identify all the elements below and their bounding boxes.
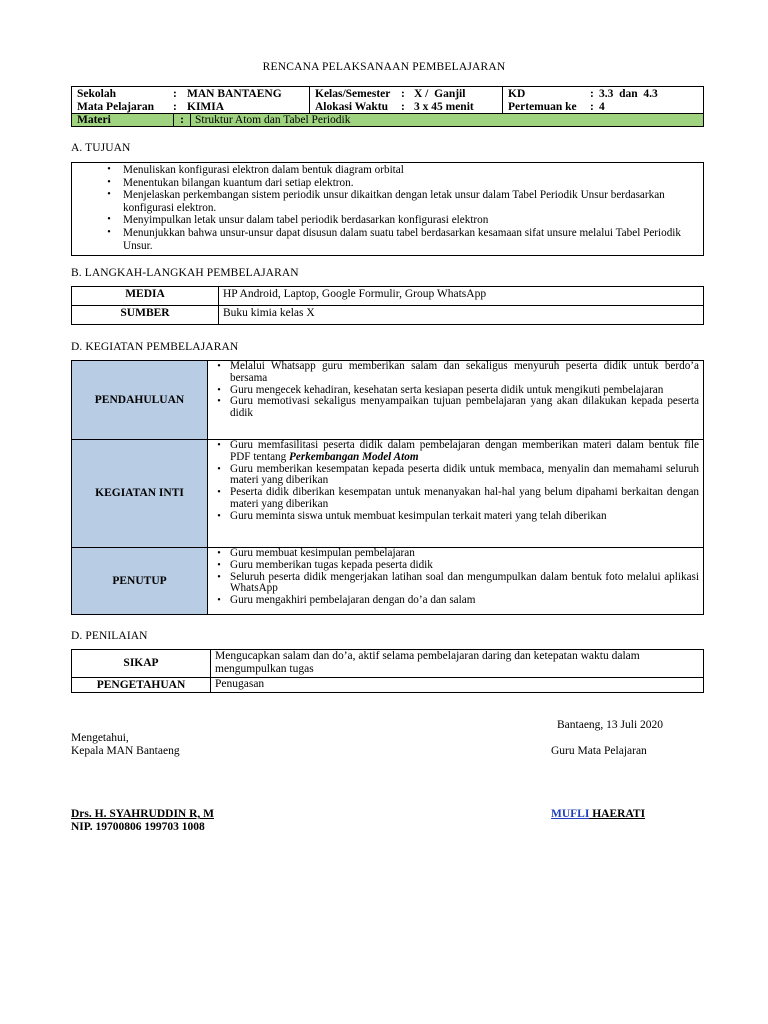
media-row bbox=[72, 287, 704, 306]
signature-right-name bbox=[551, 808, 645, 821]
kd-colon: : bbox=[590, 88, 594, 100]
signature-left-line1: Mengetahui, bbox=[71, 732, 129, 744]
inti-first-text: Guru memfasilitasi peserta didik dalam pembelajaran dengan memberikan materi dalam bentuk file PDF tentang bbox=[230, 439, 699, 463]
signature-left-line2: Kepala MAN Bantaeng bbox=[71, 745, 180, 757]
signature-left-nip: NIP. 19700806 199703 1008 bbox=[71, 821, 205, 833]
signature-right-name-link[interactable]: MUFLI bbox=[551, 808, 590, 820]
list-item: • Seluruh peserta didik mengerjakan latihan soal dan mengumpulkan dalam bentuk foto melalui aplikasi WhatsApp bbox=[214, 572, 699, 596]
pendahuluan-list bbox=[214, 361, 699, 420]
inti-row bbox=[72, 440, 704, 548]
kegiatan-heading: D. KEGIATAN PEMBELAJARAN bbox=[71, 341, 239, 353]
pengetahuan-label: PENGETAHUAN bbox=[72, 678, 211, 693]
list-item: • Menjelaskan perkembangan sistem periodik unsur dikaitkan dengan letak unsur dalam Tabel Periodik Unsur berdasarkan konfigurasi elektron. bbox=[102, 189, 703, 214]
sikap-value: Mengucapkan salam dan do’a, aktif selama pembelajaran daring dan ketepatan waktu dalam mengumpulkan tugas bbox=[211, 650, 704, 678]
pengetahuan-value: Penugasan bbox=[211, 678, 704, 693]
list-item: • Peserta didik diberikan kesempatan untuk menanyakan hal-hal yang belum dipahami berkaitan dengan materi yang diberikan bbox=[214, 487, 699, 511]
mapel-label: Mata Pelajaran bbox=[77, 101, 154, 113]
inti-label: KEGIATAN INTI bbox=[72, 440, 208, 548]
list-item: • Menunjukkan bahwa unsur-unsur dapat disusun dalam suatu tabel berdasarkan kesamaan sifat unsure melalui Tabel Periodik Unsur. bbox=[102, 227, 703, 252]
signature-right-name-rest: HAERATI bbox=[589, 808, 646, 820]
mapel-value: KIMIA bbox=[187, 101, 225, 113]
materi-row bbox=[71, 113, 704, 127]
inti-content bbox=[208, 440, 704, 548]
penilaian-heading: D. PENILAIAN bbox=[71, 630, 148, 642]
list-item: • Guru memberikan tugas kepada peserta didik bbox=[214, 560, 699, 572]
sumber-value: Buku kimia kelas X bbox=[219, 306, 704, 325]
pendahuluan-label: PENDAHULUAN bbox=[72, 361, 208, 440]
langkah-heading: B. LANGKAH-LANGKAH PEMBELAJARAN bbox=[71, 267, 299, 279]
media-value: HP Android, Laptop, Google Formulir, Group WhatsApp bbox=[219, 287, 704, 306]
sikap-label: SIKAP bbox=[72, 650, 211, 678]
kelas-label: Kelas/Semester bbox=[315, 88, 391, 100]
list-item: • Guru memotivasi sekaligus menyampaikan tujuan pembelajaran yang akan dilakukan kepada peserta didik bbox=[214, 396, 699, 420]
mapel-colon: : bbox=[173, 101, 177, 113]
materi-value: Struktur Atom dan Tabel Periodik bbox=[195, 114, 351, 126]
sumber-label: SUMBER bbox=[72, 306, 219, 325]
media-label: MEDIA bbox=[72, 287, 219, 306]
list-item: • Menentukan bilangan kuantum dari setiap elektron. bbox=[102, 177, 703, 190]
list-item: • Guru mengakhiri pembelajaran dengan do’a dan salam bbox=[214, 595, 699, 607]
identity-cell-school bbox=[72, 87, 310, 115]
tujuan-list bbox=[72, 163, 703, 252]
list-item bbox=[214, 440, 699, 464]
inti-first-emph: Perkembangan Model Atom bbox=[289, 450, 419, 463]
list-item: • Menuliskan konfigurasi elektron dalam bentuk diagram orbital bbox=[102, 164, 703, 177]
pertemuan-label: Pertemuan ke bbox=[508, 101, 577, 113]
penutup-content bbox=[208, 548, 704, 615]
sikap-row bbox=[72, 650, 704, 678]
pendahuluan-content bbox=[208, 361, 704, 440]
list-item: • Melalui Whatsapp guru memberikan salam dan sekaligus menyuruh peserta didik untuk berdo’a bersama bbox=[214, 361, 699, 385]
sekolah-colon: : bbox=[173, 88, 177, 100]
sekolah-label: Sekolah bbox=[77, 88, 116, 100]
penutup-list bbox=[214, 548, 699, 607]
kd-value: 3.3 dan 4.3 bbox=[599, 88, 658, 100]
list-item: • Guru meminta siswa untuk membuat kesimpulan terkait materi yang telah diberikan bbox=[214, 511, 699, 523]
media-table bbox=[71, 286, 704, 325]
alokasi-label: Alokasi Waktu bbox=[315, 101, 388, 113]
sumber-row bbox=[72, 306, 704, 325]
signature-left-name: Drs. H. SYAHRUDDIN R, M bbox=[71, 808, 215, 820]
list-item: • Guru mengecek kehadiran, kesehatan serta kesiapan peserta didik untuk mengikuti pembelajaran bbox=[214, 385, 699, 397]
list-item: • Guru memberikan kesempatan kepada peserta didik untuk membaca, menyalin dan memahami seluruh materi yang diberikan bbox=[214, 464, 699, 488]
pertemuan-value: 4 bbox=[599, 101, 605, 113]
signature-right-line: Guru Mata Pelajaran bbox=[551, 745, 647, 757]
list-item: • Guru membuat kesimpulan pembelajaran bbox=[214, 548, 699, 560]
kelas-colon: : bbox=[401, 88, 405, 100]
identity-table bbox=[71, 86, 704, 115]
kegiatan-table bbox=[71, 360, 704, 615]
kelas-value: X / Ganjil bbox=[414, 88, 466, 100]
pertemuan-colon: : bbox=[590, 101, 594, 113]
sekolah-value: MAN BANTAENG bbox=[187, 88, 282, 100]
materi-label: Materi bbox=[72, 114, 174, 126]
kd-label: KD bbox=[508, 88, 526, 100]
penilaian-table bbox=[71, 649, 704, 693]
page-title: RENCANA PELAKSANAAN PEMBELAJARAN bbox=[262, 61, 506, 73]
pengetahuan-row bbox=[72, 678, 704, 693]
identity-cell-class bbox=[310, 87, 503, 115]
tujuan-heading: A. TUJUAN bbox=[71, 142, 131, 154]
penutup-label: PENUTUP bbox=[72, 548, 208, 615]
alokasi-value: 3 x 45 menit bbox=[414, 101, 474, 113]
identity-cell-kd bbox=[503, 87, 704, 115]
list-item: • Menyimpulkan letak unsur dalam tabel periodik berdasarkan konfigurasi elektron bbox=[102, 214, 703, 227]
tujuan-box bbox=[71, 162, 704, 256]
pendahuluan-row bbox=[72, 361, 704, 440]
alokasi-colon: : bbox=[401, 101, 405, 113]
inti-list bbox=[214, 440, 699, 523]
penutup-row bbox=[72, 548, 704, 615]
materi-colon: : bbox=[174, 114, 191, 126]
place-date: Bantaeng, 13 Juli 2020 bbox=[557, 719, 664, 731]
